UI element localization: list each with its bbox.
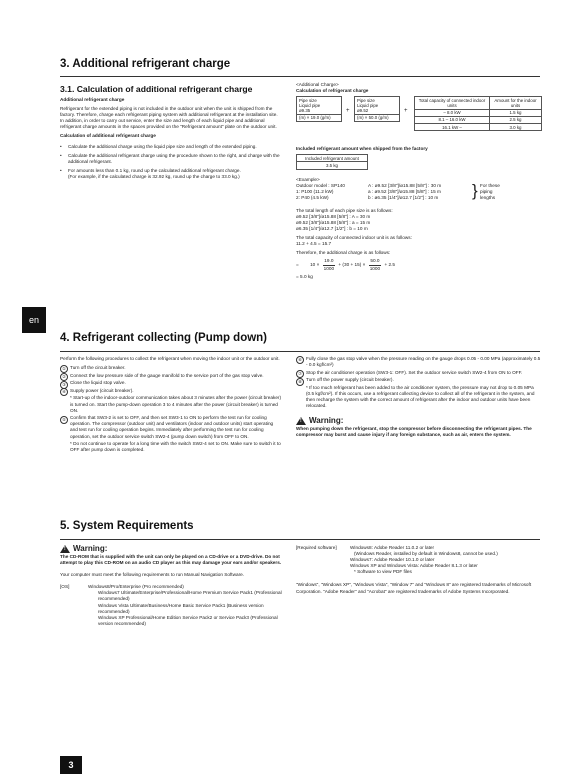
- step-number: ④: [60, 388, 68, 396]
- equation-term-1: 10 ×: [310, 262, 320, 268]
- equation-sign: =: [296, 262, 299, 268]
- calculation-bullets: [60, 144, 282, 180]
- total-capacity-value: 11.2 + 4.5 = 15.7: [296, 241, 332, 247]
- step-text: Turn off the power supply (circuit breaker).: [306, 377, 394, 383]
- brace: }: [472, 180, 478, 200]
- example-block: [296, 180, 546, 203]
- step-text: Supply power (circuit breaker).: [70, 387, 134, 393]
- factory-amount-label: Included refrigerant amount when shipped from the factory: [296, 146, 428, 152]
- plus-sign-2: +: [404, 108, 408, 115]
- table-row: [415, 116, 542, 123]
- charge-equation: [296, 258, 546, 271]
- warning-icon: !: [296, 417, 306, 425]
- pump-down-intro: Perform the following procedures to collect the refrigerant when moving the indoor unit or the outdoor unit.: [60, 356, 280, 361]
- heading-calculation: Calculation of additional refrigerant charge: [60, 133, 156, 139]
- factory-amount-table: [296, 154, 368, 169]
- warning-heading: [296, 417, 542, 425]
- equation-term-3: + 2.5: [384, 262, 395, 268]
- bullet-3-text: For amounts less than 0.1 kg, round up the calculated additional refrigerant charge.: [68, 167, 241, 173]
- step-text: Confirm that SW3-2 is set to OFF, and then set SW3-1 to ON to perform the test run for cooling operation. The compressor (outdoor unit) and ventilators (indoor and outdoor units) start operating and test run for cooling operation begins. Immediately after performing the test run for cooling operation, set the outdoor service switch SW2-4 (pump down switch) from OFF to ON.: [70, 415, 274, 439]
- step-1: [60, 365, 282, 371]
- table-row: [415, 124, 542, 131]
- numerator: 19.0: [323, 258, 335, 265]
- section-3-1-title: 3.1. Calculation of additional refrigerant charge: [60, 84, 253, 94]
- liquid-pipe-table-1: [296, 96, 342, 122]
- numerator: 50.0: [369, 258, 381, 265]
- therefore-label: Therefore, the additional charge is as follows:: [296, 250, 391, 256]
- software-item: Windows8: Adobe Reader 11.0.2 or later: [350, 545, 435, 550]
- os-block: [60, 584, 282, 627]
- amount-header: Amount for the indoor units: [490, 97, 542, 109]
- denominator: 1000: [323, 265, 335, 271]
- pipe-size-label: Pipe size: [357, 97, 375, 103]
- step-text: Stop the air conditioner operation (SW3-1: OFF). Set the outdoor service switch SW2-4 from ON to OFF.: [306, 369, 523, 375]
- equation-result: = 5.0 kg: [296, 273, 313, 279]
- os-label: [OS]: [60, 584, 70, 590]
- example-pipe-line: A : ø9.52 [3/8"]/ø15.88 [5/8"] : 30 m: [368, 182, 442, 188]
- section-4-rule: [60, 351, 540, 352]
- bullet-1: • Calculate the additional charge using the liquid pipe size and length of the extended piping.: [68, 144, 282, 150]
- software-item: Windows7: Adobe Reader 10.1.0 or later: [350, 557, 435, 563]
- pipe-formula-2: (m) × 50.0 (g/m): [355, 114, 400, 121]
- warning-title: Warning:: [309, 416, 344, 426]
- example-model-line: 1: P100 (11.2 kW): [296, 188, 334, 194]
- example-pipe-line: b : ø6.35 [1/4"]/ø12.7 [1/2"] : 10 m: [368, 194, 439, 200]
- step-number: ⑤: [60, 416, 68, 424]
- example-models: [296, 183, 368, 201]
- step-number: ①: [60, 365, 68, 373]
- os-item: Windows7 Ultimate/Enterprise/Professional/Home Premium Service Pack1 (Professional recommended): [98, 590, 282, 602]
- warning-text: When pumping down the refrigerant, stop the compressor before disconnecting the refrigerant pipes. The compressor may burst and cause injury if any foreign substance, such as air, enters the system.: [296, 426, 532, 438]
- capacity-cell: 16.1 kW –: [415, 124, 490, 131]
- step-8-note: * If too much refrigerant has been added to the air conditioner system, the pressure may not drop to 0.05 MPa (0.5 kgf/cm²). If this occurs, use a refrigerant collecting device to collect all of the refrigerant in the system, and then recharge the system with the correct amount of refrigerant after the indoor and outdoor units have been relocated.: [306, 384, 535, 409]
- software-item: * Software to view PDF files: [354, 569, 412, 575]
- side-note-line: piping: [480, 188, 493, 194]
- step-text: Connect the low pressure side of the gauge manifold to the service port of the gas stop valve.: [70, 372, 264, 378]
- step-number: ⑥: [296, 356, 304, 364]
- pipe-diameter: ø9.52: [357, 108, 369, 114]
- bullet-2: • Calculate the additional refrigerant charge using the procedure shown to the right, and charge with the additional refrigerant.: [68, 153, 282, 165]
- total-capacity-label: The total capacity of connected indoor unit is as follows:: [296, 235, 412, 241]
- os-item: Windows8/Pro/Enterprise (Pro recommended): [88, 584, 184, 590]
- os-item: Windows XP Professional/Home Edition Service Pack2 or Service Pack3 (Professional version recommended): [98, 614, 278, 626]
- pipe-formula-1: (m) × 19.0 (g/m): [297, 114, 342, 121]
- software-list: [350, 545, 546, 575]
- example-label: <Example>: [296, 176, 320, 182]
- warning-title: Warning:: [73, 544, 108, 554]
- capacity-header: Total capacity of connected indoor units: [415, 97, 490, 109]
- pipe-cell-1: [297, 97, 342, 115]
- pump-down-warning: [296, 417, 542, 438]
- page-number: 3: [60, 756, 82, 774]
- liquid-pipe-label: Liquid pipe: [299, 102, 321, 108]
- total-length-line: ø9.52 [3/8"]/ø15.88 [5/8"] : a = 15 m: [296, 219, 371, 225]
- requirements-intro: Your computer must meet the following requirements to run Manual Navigation Software.: [60, 572, 245, 578]
- amount-cell: 1.5 kg: [490, 109, 542, 116]
- calc-of-charge-label: Calculation of refrigerant charge: [296, 88, 369, 94]
- factory-amount-value: 3.5 kg: [297, 162, 368, 169]
- total-length-line: ø9.52 [3/8"]/ø15.88 [5/8"] : A = 30 m: [296, 213, 371, 219]
- step-5-note: * Do not continue to operate for a long time with the switch SW2-4 set to ON. Make sure to switch it to OFF after pump down is completed.: [70, 441, 281, 453]
- charge-formula: [296, 96, 546, 142]
- step-text: Close the liquid stop valve.: [70, 380, 126, 386]
- fraction-1: [323, 258, 335, 271]
- step-number: ⑦: [296, 370, 304, 378]
- section-5-rule: [60, 539, 540, 540]
- denominator: 1000: [369, 265, 381, 271]
- equation-term-2: + (30 + 15) ×: [338, 262, 366, 268]
- fraction-2: [369, 258, 381, 271]
- os-list: [88, 584, 282, 627]
- step-number: ③: [60, 381, 68, 389]
- section-3-rule: [60, 76, 540, 77]
- step-text: Fully close the gas stop valve when the pressure reading on the gauge drops 0.05 - 0.00 MPa (approximately 0.5 - 0.0 kgf/cm²): [306, 356, 541, 368]
- step-number: ②: [60, 373, 68, 381]
- step-8: [296, 377, 542, 383]
- total-length-label: The total length of each pipe size is as follows:: [296, 207, 393, 213]
- section-4-title: 4. Refrigerant collecting (Pump down): [60, 332, 268, 344]
- example-pipe-line: a : ø9.52 [3/8"]/ø15.88 [5/8"] : 15 m: [368, 188, 441, 194]
- section-5-title: 5. System Requirements: [60, 520, 194, 532]
- section-3-title: 3. Additional refrigerant charge: [60, 58, 231, 70]
- pipe-cell-2: [355, 97, 400, 115]
- indoor-capacity-table: [414, 96, 542, 131]
- amount-cell: 2.5 kg: [490, 116, 542, 123]
- capacity-cell: 8.1 – 16.0 kW: [415, 116, 490, 123]
- intro-paragraph: Refrigerant for the extended piping is not included in the outdoor unit when the unit is shipped from the factory. Therefore, charge each refrigerant piping system with additional refrigerant at the installation site. In addition, in order to carry out service, enter the size and length of each liquid pipe and additional refrigerant charge amounts in the spaces provided on the "Refrigerant amount" plate on the outdoor unit.: [60, 106, 278, 130]
- trademark-notice: "Windows", "Windows XP", "Windows Vista", "Window 7" and "Windows 8" are registered trademarks of Microsoft Corporation. "Adobe Reader" and "Acrobat" are registered trademarks of Adobe Systems Incorporated.: [296, 582, 532, 594]
- side-note-line: lengths: [480, 194, 496, 200]
- step-number: ⑧: [296, 378, 304, 386]
- step-4: [60, 388, 282, 394]
- example-model-line: 2: P40 (4.5 kW): [296, 194, 329, 200]
- example-model-line: Outdoor model : SP140: [296, 182, 345, 188]
- section-4-right-column: [296, 356, 542, 438]
- liquid-pipe-label: Liquid pipe: [357, 102, 379, 108]
- cd-warning-text: The CD-ROM that is supplied with the unit can only be played on a CD-drive or a DVD-drive. Do not attempt to play this CD-ROM on an audio CD player as this may damage your ears and/or speakers.: [60, 554, 282, 566]
- capacity-cell: – 8.0 kW: [415, 109, 490, 116]
- section-3-right-column: [296, 82, 546, 280]
- section-5-right-column: [296, 545, 546, 595]
- language-tab: en: [22, 307, 46, 333]
- step-6: [296, 356, 542, 368]
- warning-icon: !: [60, 545, 70, 553]
- side-note-line: For these: [480, 182, 500, 188]
- liquid-pipe-table-2: [354, 96, 400, 122]
- software-label: [Required software]: [296, 545, 337, 550]
- software-item: Windows XP and Windows Vista: Adobe Reader 8.1.3 or later: [350, 563, 478, 569]
- example-pipes: [368, 183, 472, 201]
- step-7: [296, 370, 542, 376]
- bullet-3-note: (For example, if the calculated charge is 32.92 kg, round up the charge to 33.0 kg.): [68, 173, 240, 179]
- factory-amount-header: Included refrigerant amount: [297, 155, 368, 162]
- step-3: [60, 380, 282, 386]
- example-side-note: [480, 183, 500, 201]
- section-5-left-column: [60, 545, 282, 627]
- step-2: [60, 373, 282, 379]
- step-text: Turn off the circuit breaker.: [70, 365, 126, 371]
- heading-additional-charge: Additional refrigerant charge: [60, 97, 125, 102]
- additional-charge-label: <Additional Charge>: [296, 82, 339, 87]
- amount-cell: 3.0 kg: [490, 124, 542, 131]
- pipe-diameter: ø9.35: [299, 108, 311, 114]
- table-row: [415, 109, 542, 116]
- pipe-size-label: Pipe size: [299, 97, 317, 103]
- step-4-note: * Start-up of the indoor-outdoor communication takes about 3 minutes after the power (circuit breaker) is turned on. Start the pump-down operation 3 to 4 minutes after the power (circuit breaker) is turned ON.: [70, 395, 282, 413]
- section-3-left-column: [60, 97, 282, 181]
- plus-sign-1: +: [346, 108, 350, 115]
- step-5: [60, 415, 282, 439]
- section-4-left-column: [60, 356, 282, 453]
- bullet-3: [68, 168, 282, 180]
- software-item: (Windows Reader, installed by default in Windows8, cannot be used.): [354, 551, 498, 557]
- cd-warning-heading: [60, 545, 282, 553]
- os-item: Windows Vista Ultimate/Business/Home Basic Service Pack1 (Business version recommended): [98, 602, 264, 614]
- software-block: [296, 545, 546, 575]
- total-length-line: ø6.35 [1/4"]/ø12.7 [1/2"] : b = 10 m: [296, 226, 368, 232]
